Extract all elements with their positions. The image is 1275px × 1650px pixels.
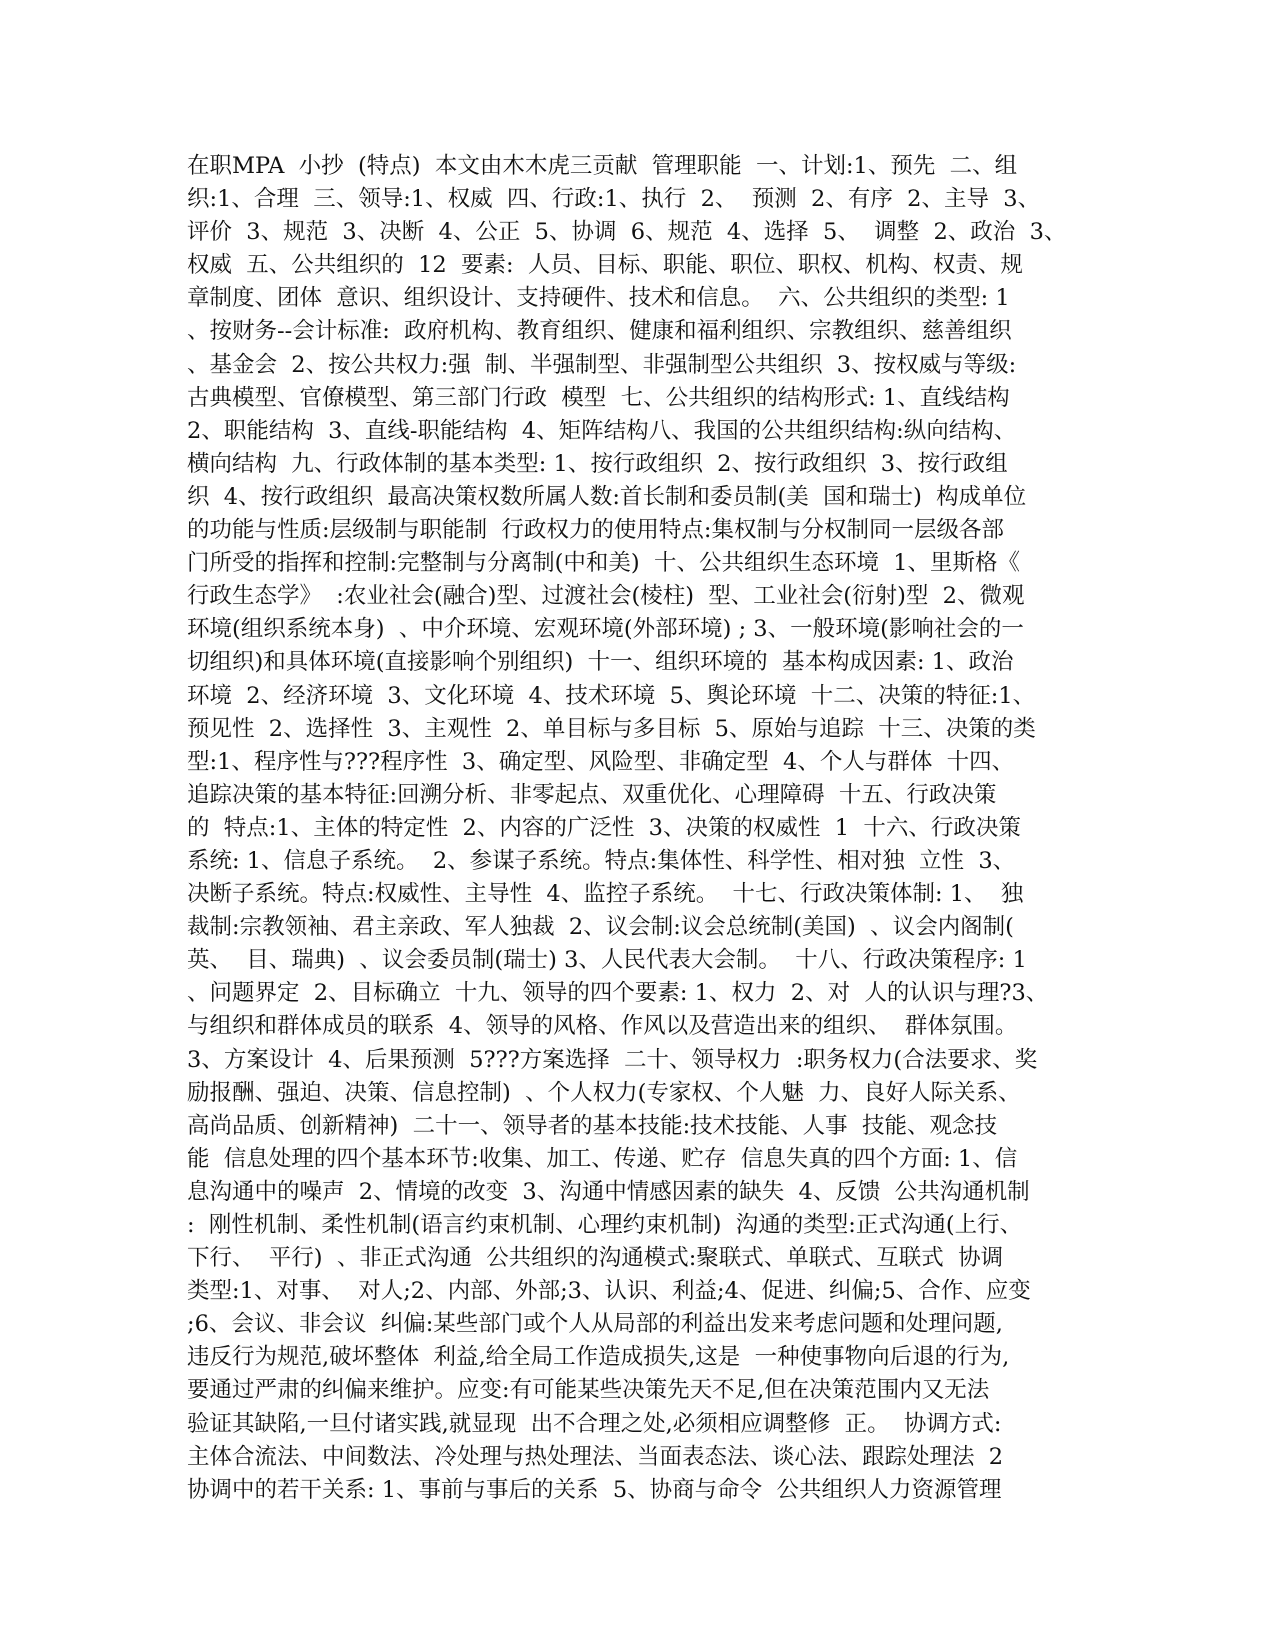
text-line: 、按财务--会计标准: 政府机构、教育组织、健康和福利组织、宗教组织、慈善组织 — [187, 318, 1012, 345]
text-line: 验证其缺陷,一旦付诸实践,就显现 出不合理之处,必须相应调整修 正。 协调方式: — [187, 1410, 1002, 1437]
text-line: 评价 3、规范 3、决断 4、公正 5、协调 6、规范 4、选择 5、 调整 2、政治 3、 — [187, 219, 1067, 246]
text-line: 切组织)和具体环境(直接影响个别组织) 十一、组织环境的 基本构成因素: 1、政治 — [187, 649, 1014, 676]
text-line: 环境(组织系统本身) 、中介环境、宏观环境(外部环境) ; 3、一般环境(影响社会的一 — [187, 616, 1024, 643]
text-line: 励报酬、强迫、决策、信息控制) 、个人权力(专家权、个人魅 力、良好人际关系、 — [187, 1079, 1021, 1106]
text-line: 息沟通中的噪声 2、情境的改变 3、沟通中情感因素的缺失 4、反馈 公共沟通机制 — [187, 1178, 1030, 1205]
text-line: 高尚品质、创新精神) 二十一、领导者的基本技能:技术技能、人事 技能、观念技 — [187, 1112, 997, 1139]
text-line: 英、 目、瑞典) 、议会委员制(瑞士) 3、人民代表大会制。 十八、行政决策程序: 1 — [187, 947, 1027, 974]
text-line: 的功能与性质:层级制与职能制 行政权力的使用特点:集权制与分权制同一层级各部 — [187, 517, 1004, 544]
text-line: 权威 五、公共组织的 12 要素: 人员、目标、职能、职位、职权、机构、权责、规 — [187, 252, 1023, 279]
text-line: 织:1、合理 三、领导:1、权威 四、行政:1、执行 2、 预测 2、有序 2、主导 3、 — [187, 186, 1041, 213]
text-line: 能 信息处理的四个基本环节:收集、加工、传递、贮存 信息失真的四个方面: 1、信 — [187, 1145, 1018, 1172]
text-line: 横向结构 九、行政体制的基本类型: 1、按行政组织 2、按行政组织 3、按行政组 — [187, 450, 1008, 477]
text-line: 3、方案设计 4、后果预测 5???方案选择 二十、领导权力 :职务权力(合法要求、奖 — [187, 1046, 1038, 1073]
text-line: 、基金会 2、按公共权力:强 制、半强制型、非强制型公共组织 3、按权威与等级: — [187, 351, 1017, 378]
text-line: : 刚性机制、柔性机制(语言约束机制、心理约束机制) 沟通的类型:正式沟通(上行、 — [187, 1212, 1023, 1238]
text-line: 决断子系统。特点:权威性、主导性 4、监控子系统。 十七、行政决策体制: 1、 独 — [187, 881, 1024, 908]
text-line: 、问题界定 2、目标确立 十九、领导的四个要素: 1、权力 2、对 人的认识与理?3、 — [187, 980, 1049, 1007]
text-line: 主体合流法、中间数法、冷处理与热处理法、当面表态法、谈心法、跟踪处理法 2 — [187, 1443, 1004, 1470]
text-line: 裁制:宗教领袖、君主亲政、军人独裁 2、议会制:议会总统制(美国) 、议会内阁制( — [187, 914, 1014, 941]
text-line: 门所受的指挥和控制:完整制与分离制(中和美) 十、公共组织生态环境 1、里斯格《 — [187, 550, 1021, 577]
text-line: 系统: 1、信息子系统。 2、参谋子系统。特点:集体性、科学性、相对独 立性 3、 — [187, 847, 1016, 874]
text-line: 类型:1、对事、 对人;2、内部、外部;3、认识、利益;4、促进、纠偏;5、合作、应变 — [187, 1278, 1031, 1305]
document-body — [187, 150, 1087, 1507]
text-line: 的 特点:1、主体的特定性 2、内容的广泛性 3、决策的权威性 1 十六、行政决策 — [187, 814, 1021, 841]
text-line: 环境 2、经济环境 3、文化环境 4、技术环境 5、舆论环境 十二、决策的特征:1、 — [187, 682, 1036, 709]
text-line: 行政生态学》 :农业社会(融合)型、过渡社会(棱柱) 型、工业社会(衍射)型 2、微观 — [187, 583, 1025, 610]
text-line: 章制度、团体 意识、组织设计、支持硬件、技术和信息。 六、公共组织的类型: 1 — [187, 285, 1010, 312]
text-line: 预见性 2、选择性 3、主观性 2、单目标与多目标 5、原始与追踪 十三、决策的类 — [187, 715, 1036, 742]
text-line: 协调中的若干关系: 1、事前与事后的关系 5、协商与命令 公共组织人力资源管理 — [187, 1476, 1002, 1503]
text-line: 2、职能结构 3、直线-职能结构 4、矩阵结构八、我国的公共组织结构:纵向结构、 — [187, 417, 1017, 444]
text-line: ;6、会议、非会议 纠偏:某些部门或个人从局部的利益出发来考虑问题和处理问题, — [187, 1311, 1003, 1338]
text-line: 违反行为规范,破坏整体 利益,给全局工作造成损失,这是 一种使事物向后退的行为, — [187, 1344, 1010, 1371]
text-line: 要通过严肃的纠偏来维护。应变:有可能某些决策先天不足,但在决策范围内又无法 — [187, 1377, 990, 1404]
text-line: 下行、 平行) 、非正式沟通 公共组织的沟通模式:聚联式、单联式、互联式 协调 — [187, 1245, 1004, 1272]
text-line: 在职MPA 小抄 (特点) 本文由木木虎三贡献 管理职能 一、计划:1、预先 二、组 — [187, 153, 1018, 179]
text-line: 织 4、按行政组织 最高决策权数所属人数:首长制和委员制(美 国和瑞士) 构成单位 — [187, 483, 1027, 510]
text-line: 追踪决策的基本特征:回溯分析、非零起点、双重优化、心理障碍 十五、行政决策 — [187, 781, 997, 808]
text-line: 古典模型、官僚模型、第三部门行政 模型 七、公共组织的结构形式: 1、直线结构 — [187, 384, 1010, 411]
text-line: 型:1、程序性与???程序性 3、确定型、风险型、非确定型 4、个人与群体 十四、 — [187, 748, 1015, 775]
text-line: 与组织和群体成员的联系 4、领导的风格、作风以及营造出来的组织、 群体氛围。 — [187, 1013, 1018, 1040]
